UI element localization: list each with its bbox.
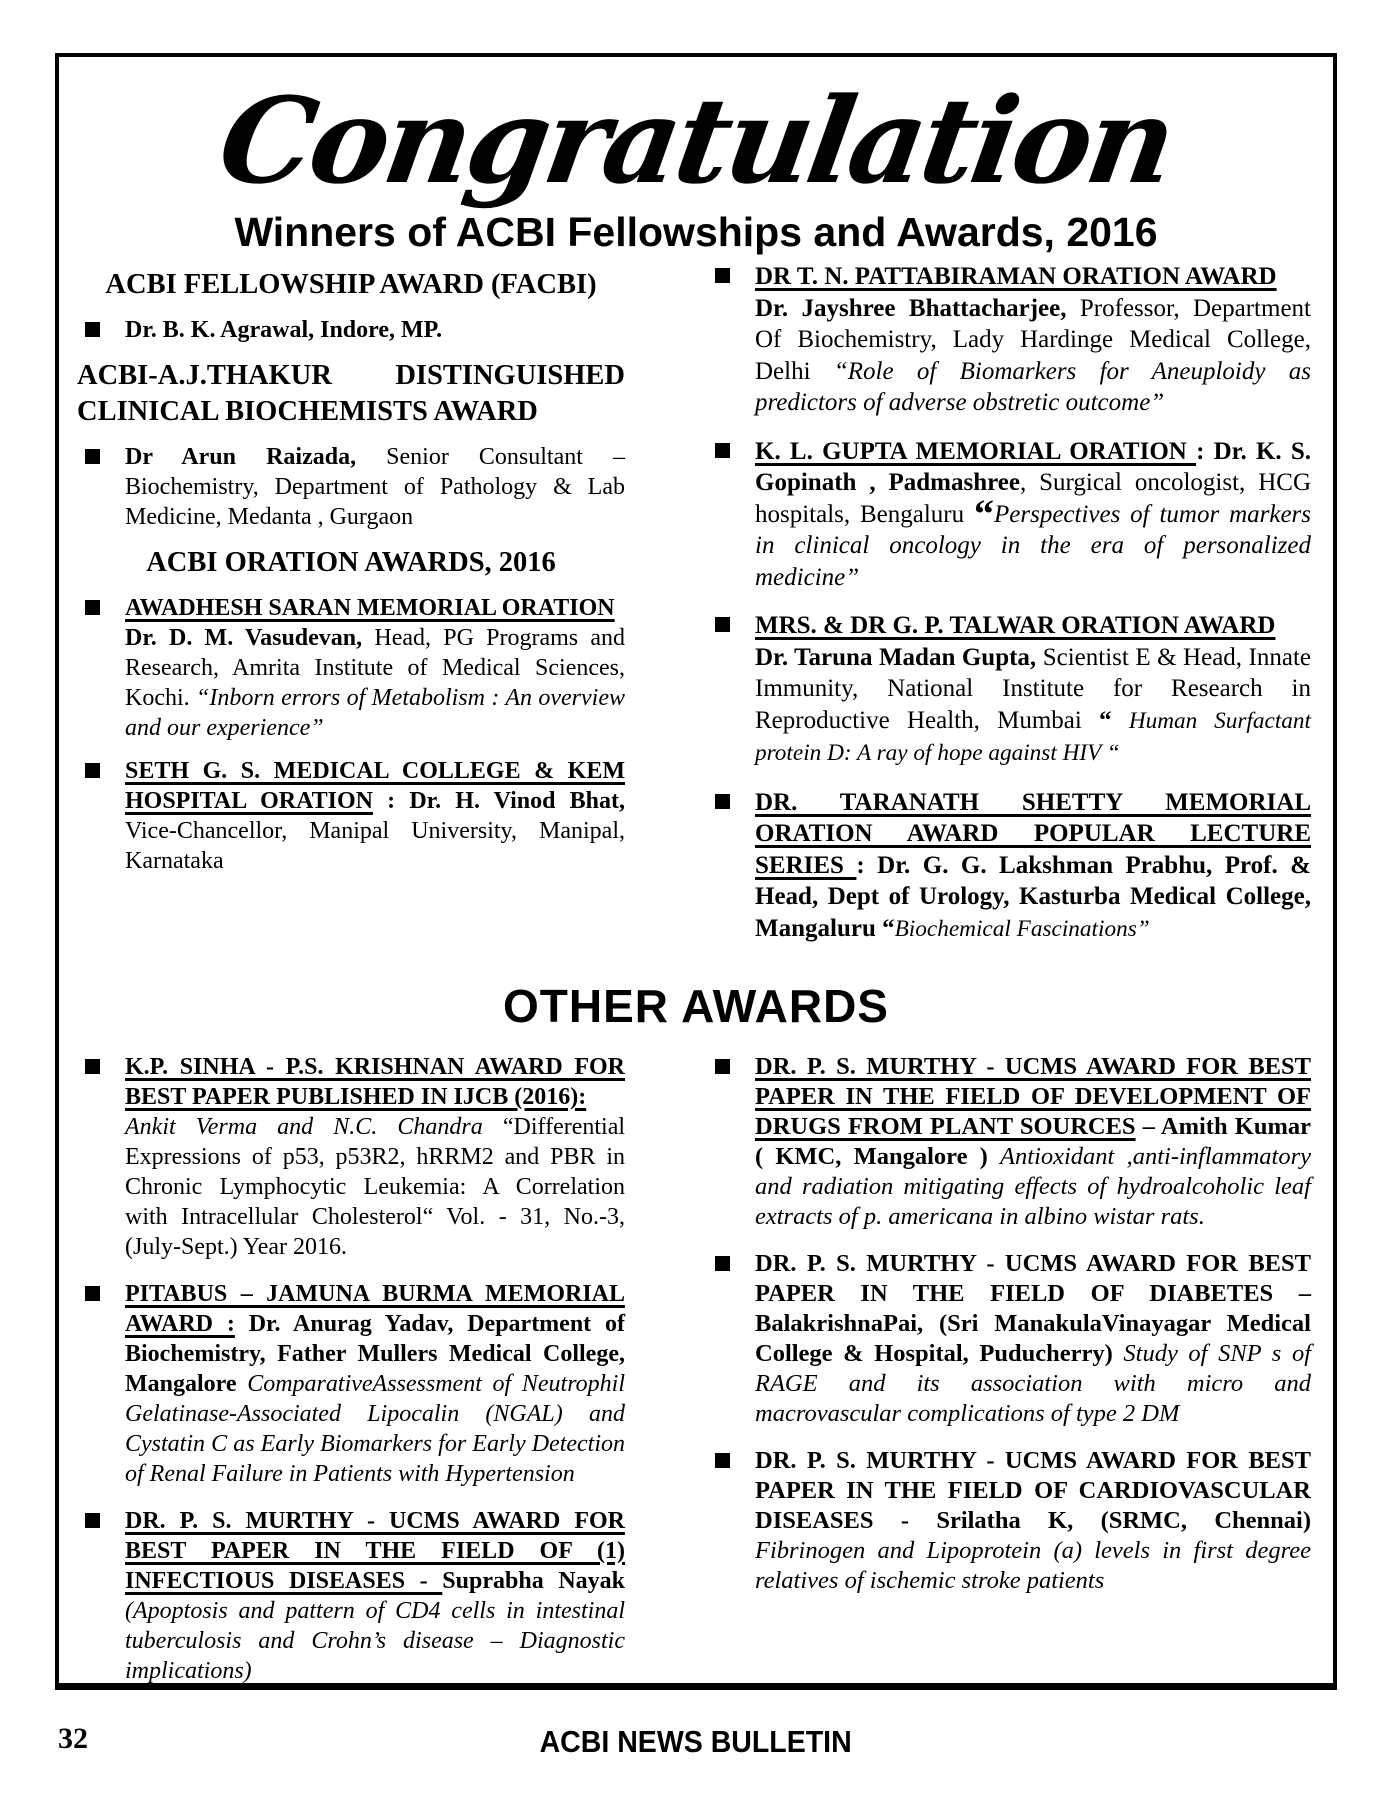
heading-fellowship-award: ACBI FELLOWSHIP AWARD (FACBI) xyxy=(105,269,597,300)
winner-description: Scientist E & Head, Innate Immunity, National Institute for Research in Reproductive Health, Mumbai xyxy=(755,643,1312,734)
award-item-awadhesh-saran xyxy=(77,593,625,743)
bulletin-title-text: ACBI NEWS BULLETIN xyxy=(539,1724,852,1759)
award-title: SETH G. S. MEDICAL COLLEGE & KEM HOSPITAL ORATION xyxy=(125,758,625,814)
award-title: AWADHESH SARAN MEMORIAL ORATION xyxy=(125,595,615,621)
bullet-square-icon xyxy=(85,763,100,778)
winner-name: Dr. B. K. Agrawal, Indore, MP. xyxy=(125,317,443,343)
bullet-square-icon xyxy=(715,1256,730,1271)
heading-oration-awards: ACBI ORATION AWARDS, 2016 xyxy=(146,547,556,578)
winner-description: Vice-Chancellor, Manipal University, Manipal, Karnataka xyxy=(125,818,625,874)
paper-authors: Ankit Verma and N.C. Chandra xyxy=(125,1114,483,1140)
bullet-square-icon xyxy=(715,794,730,809)
open-quote-mark: “ xyxy=(1099,706,1112,734)
page-border-frame xyxy=(55,53,1337,1690)
bullet-square-icon xyxy=(85,1059,100,1074)
page-title: Winners of ACBI Fellowships and Awards, 2016 xyxy=(234,209,1158,255)
award-item-murthy-diabetes xyxy=(707,1249,1311,1429)
bullet-square-icon xyxy=(85,449,100,464)
winner-name: Dr. Taruna Madan Gupta, xyxy=(755,643,1037,671)
award-title: DR. P. S. MURTHY - UCMS AWARD FOR BEST PAPER IN THE FIELD OF DEVELOPMENT OF DRUGS FROM PLANT SOURCES xyxy=(755,1053,1311,1140)
winner-description: Head, PG Programs and Research, Amrita Institute of Medical Sciences, Kochi. xyxy=(125,625,625,711)
lecture-title: Biochemical Fascinations” xyxy=(894,915,1150,942)
award-item-murthy-plant-drugs xyxy=(707,1052,1311,1232)
lecture-title: “Role of Biomarkers for Aneuploidy as predictors of adverse obstretic outcome” xyxy=(755,357,1312,416)
winner-name: : Dr. K. S. Gopinath , Padmashree xyxy=(755,437,1312,496)
award-title-and-winner: DR. P. S. MURTHY - UCMS AWARD FOR BEST PAPER IN THE FIELD OF CARDIOVASCULAR DISEASES - Srilatha K, (SRMC, Chennai) xyxy=(755,1447,1311,1534)
paper-title: Antioxidant ,anti-inflammatory and radiation mitigating effects of hydroalcoholic leaf extracts of p. americana in albino wistar rats. xyxy=(755,1143,1311,1230)
award-title: DR T. N. PATTABIRAMAN ORATION AWARD xyxy=(755,263,1277,290)
award-title-and-winner: DR. P. S. MURTHY - UCMS AWARD FOR BEST PAPER IN THE FIELD OF DIABETES – BalakrishnaPai, (Sri ManakulaVinayagar Medical College & Hospital, Puducherry) xyxy=(755,1250,1311,1367)
award-item-taranath-shetty xyxy=(707,787,1311,946)
lecture-title: Perspectives of tumor markers in clinical oncology in the era of personalized medicine” xyxy=(755,500,1311,591)
award-item-kp-sinha xyxy=(77,1052,625,1262)
bulletin-title xyxy=(0,1724,1391,1760)
award-item-kl-gupta xyxy=(707,436,1311,594)
open-quote-mark: “ xyxy=(974,490,994,536)
column-bottom-right xyxy=(707,1052,1311,1613)
bullet-square-icon xyxy=(85,1513,100,1528)
winner-name: – Amith Kumar ( KMC, Mangalore ) xyxy=(755,1113,1312,1170)
bullet-square-icon xyxy=(85,1286,100,1301)
winner-name: Dr. D. M. Vasudevan, xyxy=(125,625,363,651)
bullet-square-icon xyxy=(715,617,730,632)
lecture-title: “Inborn errors of Metabolism : An overview and our experience” xyxy=(125,685,625,741)
winner-description: Senior Consultant – Biochemistry, Department of Pathology & Lab Medicine, Medanta , Gurgaon xyxy=(125,444,626,530)
paper-title: (Apoptosis and pattern of CD4 cells in intestinal tuberculosis and Crohn’s disease – Diagnostic implications) xyxy=(125,1598,625,1684)
bullet-square-icon xyxy=(715,443,730,458)
award-item-seth-kem xyxy=(77,756,625,876)
heading-thakur-award: ACBI-A.J.THAKUR DISTINGUISHED CLINICAL BIOCHEMISTS AWARD xyxy=(77,360,625,427)
bullet-square-icon xyxy=(85,600,100,615)
winner-name: Dr. Anurag Yadav, Department of Biochemistry, Father Mullers Medical College, Mangalore xyxy=(125,1311,626,1397)
winner-name: Dr. Jayshree Bhattacharjee, xyxy=(755,294,1067,322)
winner-name: : Dr. G. G. Lakshman Prabhu, Prof. & Head, Dept of Urology, Kasturba Medical College, Mangaluru xyxy=(755,851,1311,942)
award-item-fellowship-winner xyxy=(77,315,625,345)
bullet-square-icon xyxy=(85,322,100,337)
script-title: Congratulation xyxy=(210,71,1182,210)
open-quote-mark: “ xyxy=(882,914,895,942)
winner-description: Professor, Department Of Biochemistry, Lady Hardinge Medical College, Delhi xyxy=(755,294,1311,385)
paper-title: ComparativeAssessment of Neutrophil Gelatinase-Associated Lipocalin (NGAL) and Cystatin C as Early Biomarkers for Early Detection of Renal Failure in Patients with Hypertension xyxy=(125,1371,625,1487)
award-item-pattabiraman xyxy=(707,261,1311,419)
award-title: DR. TARANATH SHETTY MEMORIAL ORATION AWARD POPULAR LECTURE SERIES xyxy=(755,788,1311,879)
award-item-murthy-infectious xyxy=(77,1506,625,1686)
column-top-left xyxy=(77,263,625,889)
bullet-square-icon xyxy=(715,268,730,283)
column-bottom-left xyxy=(77,1052,625,1703)
award-item-talwar xyxy=(707,610,1311,770)
award-title: DR. P. S. MURTHY - UCMS AWARD FOR BEST PAPER IN THE FIELD OF (1) INFECTIOUS DISEASES - xyxy=(125,1508,625,1594)
winner-name: : Dr. H. Vinod Bhat, xyxy=(387,788,625,814)
award-title: MRS. & DR G. P. TALWAR ORATION AWARD xyxy=(755,612,1276,639)
paper-title: Fibrinogen and Lipoprotein (a) levels in first degree relatives of ischemic stroke patients xyxy=(755,1537,1311,1594)
award-title: K.P. SINHA - P.S. KRISHNAN AWARD FOR BEST PAPER PUBLISHED IN IJCB (2016): xyxy=(125,1054,625,1110)
column-top-right xyxy=(707,261,1311,962)
award-item-thakur-winner xyxy=(77,442,625,532)
award-title: PITABUS – JAMUNA BURMA MEMORIAL AWARD : xyxy=(125,1281,625,1337)
winner-description: , Surgical oncologist, HCG hospitals, Bengaluru xyxy=(755,469,1311,528)
award-item-murthy-cardiovascular xyxy=(707,1446,1311,1596)
award-title: K. L. GUPTA MEMORIAL ORATION xyxy=(755,437,1197,465)
winner-name: Suprabha Nayak xyxy=(442,1568,625,1594)
award-item-pitabus-jamuna xyxy=(77,1279,625,1489)
bullet-square-icon xyxy=(715,1453,730,1468)
lecture-title: Human Surfactant protein D: A ray of hope against HIV “ xyxy=(755,707,1311,766)
page-number: 32 xyxy=(58,1722,88,1755)
paper-title: Study of SNP s of RAGE and its association with micro and macrovascular complications of type 2 DM xyxy=(755,1340,1312,1427)
paper-description: “Differential Expressions of p53, p53R2, hRRM2 and PBR in Chronic Lymphocytic Leukemia: A Correlation with Intracellular Cholesterol“ Vol. - 31, No.-3, (July-Sept.) Year 2016. xyxy=(125,1114,626,1260)
winner-name: Dr Arun Raizada, xyxy=(125,444,357,470)
heading-other-awards: OTHER AWARDS xyxy=(503,980,889,1032)
bullet-square-icon xyxy=(715,1059,730,1074)
